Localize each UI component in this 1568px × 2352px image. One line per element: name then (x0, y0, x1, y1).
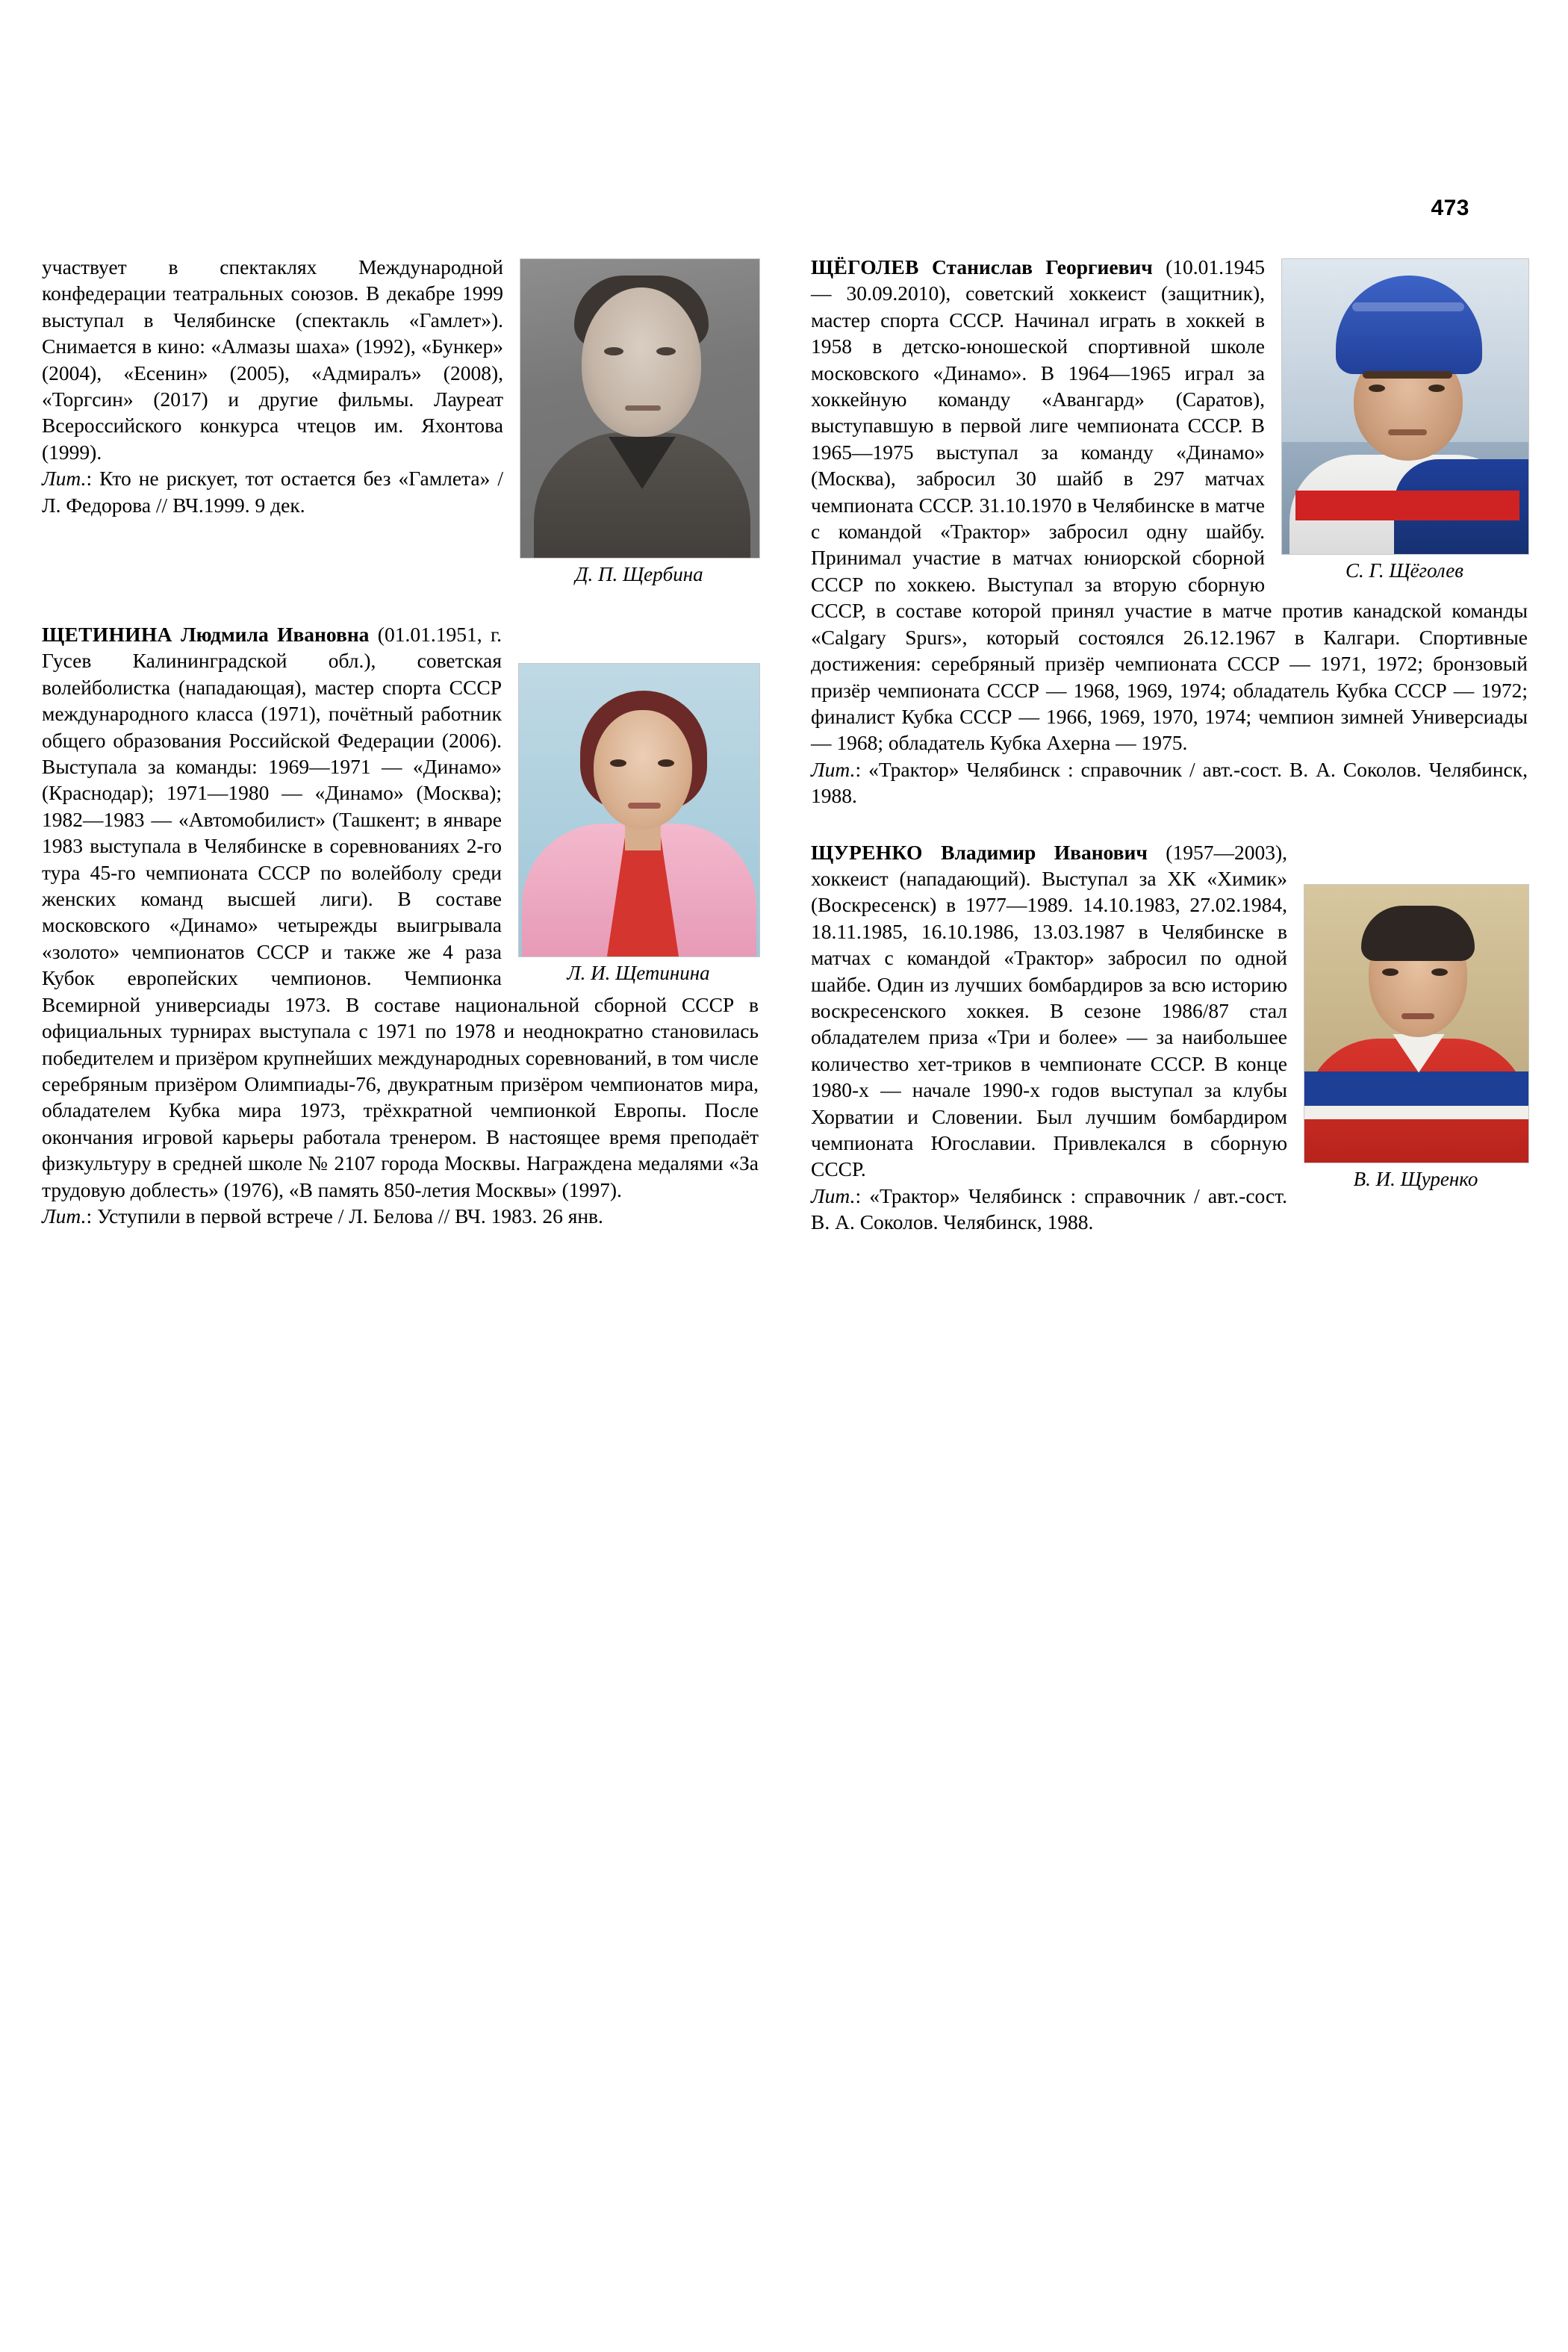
photo-shape-eye-right (1431, 968, 1448, 976)
figure-caption-schurenko: В. И. Щуренко (1353, 1167, 1478, 1190)
entry-scherbina (42, 254, 759, 591)
entry-separator (811, 809, 1528, 839)
photo-shape-eye-left (1369, 385, 1385, 392)
entry-person-name: Владимир Иванович (941, 840, 1148, 864)
entry-schegolev-body: (10.01.1945 — 30.09.2010), советский хоккеист (защитник), мастер спорта СССР. Начинал играть в хоккей в 1958 в детско-юношеской спортивной школе московского «Динамо». В 1964—1965 играл за хоккейную команду «Авангард» (Саратов), выступавшую в первой лиге чемпионата СССР. В 1965—1975 выступал за команду «Динамо» (Москва), забросил 30 шайб в 297 матчах чемпионата СССР. 31.10.1970 в Челябинске в матче с командой «Трактор» забросил одну шайбу. Принимал участие в матчах юниорской сборной СССР по хоккею. Выступал за вторую сборную СССР, в составе которой принял участие в матче против канадской команды «Calgary Spurs», который состоялся 26.12.1967 в Калгари. Спортивные достижения: серебряный призёр чемпионата СССР — 1971, 1972; бронзовый призёр чемпионата СССР — 1968, 1969, 1974; обладатель Кубка СССР — 1972; финалист Кубка СССР — 1966, 1969, 1970, 1974; чемпион зимней Универсиады — 1968; обладатель Кубка Ахерна — 1975. (811, 255, 1528, 755)
photo-shape-eye-left (610, 759, 626, 767)
figure-caption-schetinina: Л. И. Щетинина (567, 962, 710, 984)
photo-shape-jersey-stripe-white (1304, 1106, 1528, 1119)
lit-label: Лит. (811, 757, 856, 781)
photo-shape-face (582, 287, 701, 437)
portrait-schetinina-photo (518, 663, 760, 957)
lit-label: Лит. (811, 1183, 856, 1207)
entry-person-name: Людмила Ивановна (181, 623, 370, 646)
entry-headword: ЩУРЕНКО (811, 840, 923, 864)
entry-headword: ЩЁГОЛЕВ (811, 255, 919, 279)
lit-text: : «Трактор» Челябинск : справочник / авт.-сост. В. А. Соколов. Челябинск, 1988. (811, 757, 1528, 808)
portrait-scherbina-photo (520, 258, 760, 559)
entry-schetinina (42, 621, 759, 1229)
photo-shape-eye-right (658, 759, 674, 767)
figure-schegolev (1281, 258, 1528, 583)
entry-schegolev (811, 254, 1528, 809)
right-column (811, 254, 1528, 1236)
photo-shape-mouth (628, 803, 661, 809)
photo-shape-mouth (1388, 429, 1427, 435)
photo-shape-eye-left (1382, 968, 1399, 976)
entry-headword: ЩЕТИНИНА (42, 623, 172, 646)
figure-scherbina (520, 258, 759, 587)
figure-caption-scherbina: Д. П. Щербина (575, 563, 703, 585)
entry-schetinina-heading (42, 621, 759, 1203)
entry-separator (42, 591, 759, 621)
lit-label: Лит. (42, 1204, 87, 1228)
photo-shape-hair (1361, 906, 1475, 961)
entry-schegolev-lit (811, 756, 1528, 809)
photo-shape-jersey-stripe-red (1295, 491, 1519, 520)
lit-label: Лит. (42, 467, 87, 491)
entry-schurenko (811, 839, 1528, 1236)
photo-shape-mouth (625, 405, 661, 411)
entry-person-name: Станислав Георгиевич (932, 255, 1153, 279)
lit-text: : «Трактор» Челябинск : справочник / авт.-сост. В. А. Соколов. Челябинск, 1988. (811, 1183, 1287, 1234)
left-column (42, 254, 759, 1229)
photo-shape-mouth (1401, 1013, 1434, 1019)
entry-schurenko-body: (1957—2003), хоккеист (нападающий). Выступал за ХК «Химик» (Воскресенск) в 1977—1989. 14.10.1983, 27.02.1984, 18.11.1985, 16.10.1986, 13.03.1987 в Челябинске в матчах с командой «Трактор» забросил по одной шайбе. Один из лучших бомбардиров за всю историю воскресенского хоккея. В сезоне 1986/87 стал обладателем приза «Три и более» — за наибольшее количество хет-триков в чемпионате СССР. В конце 1980-х — начале 1990-х годов выступал за клубы Хорватии и Словении. Был лучшим бомбардиром чемпионата Югославии. Привлекался в сборную СССР. (811, 840, 1287, 1181)
portrait-schurenko-photo (1304, 884, 1529, 1163)
entry-schetinina-lit (42, 1203, 759, 1229)
photo-shape-eye-left (604, 347, 623, 355)
figure-caption-schegolev: С. Г. Щёголев (1345, 559, 1463, 582)
lit-text: : Кто не рискует, тот остается без «Гамлета» / Л. Федорова // ВЧ.1999. 9 дек. (42, 467, 503, 517)
photo-shape-brow (1363, 371, 1452, 379)
lit-text: : Уступили в первой встрече / Л. Белова // ВЧ. 1983. 26 янв. (86, 1204, 603, 1228)
figure-schetinina (518, 663, 759, 986)
photo-shape-eye-right (1428, 385, 1445, 392)
page-number: 473 (1431, 196, 1469, 220)
photo-shape-face (594, 710, 692, 830)
photo-shape-jersey-stripe-blue (1304, 1071, 1528, 1106)
portrait-schegolev-photo (1281, 258, 1529, 555)
figure-schurenko (1304, 884, 1528, 1192)
entry-schetinina-body: (01.01.1951, г. Гусев Калининградской обл.), советская волейболистка (нападающая), мастер спорта СССР международного класса (1971), почётный работник общего образования Российской Федерации (2006). Выступала за команды: 1969—1971 — «Динамо» (Краснодар); 1971—1980 — «Динамо» (Москва); 1982—1983 — «Автомобилист» (Ташкент; в январе 1983 выступала в Челябинске в соревнованиях 2-го тура 45-го чемпионата СССР по волейболу среди женских команд высшей лиги). В составе московского «Динамо» четырежды выигрывала «золото» чемпионатов СССР и также же 4 раза Кубок европейских чемпионов. Чемпионка Всемирной универсиады 1973. В составе национальной сборной СССР в официальных турнирах выступала с 1971 по 1978 и неоднократно становилась победителем и призёром крупнейших международных соревнований, в том числе серебряным призёром Олимпиады-76, двукратным призёром чемпионатов мира, обладателем Кубка мира 1973, трёхкратной чемпионкой Европы. После окончания игровой карьеры работала тренером. В настоящее время преподаёт физкультуру в средней школе № 2107 города Москвы. Награждена медалями «За трудовую доблесть» (1976), «В память 850-летия Москвы» (1997). (42, 623, 759, 1201)
photo-shape-eye-right (656, 347, 676, 355)
entry-scherbina-body: участвует в спектаклях Международной конфедерации театральных союзов. В декабре 1999 выступал в Челябинске (спектакль «Гамлет»). Снимается в кино: «Алмазы шаха» (1992), «Бункер» (2004), «Есенин» (2005), «Адмиралъ» (2008), «Торгсин» (2017) и другие фильмы. Лауреат Всероссийского конкурса чтецов им. Яхонтова (1999). (42, 255, 503, 464)
